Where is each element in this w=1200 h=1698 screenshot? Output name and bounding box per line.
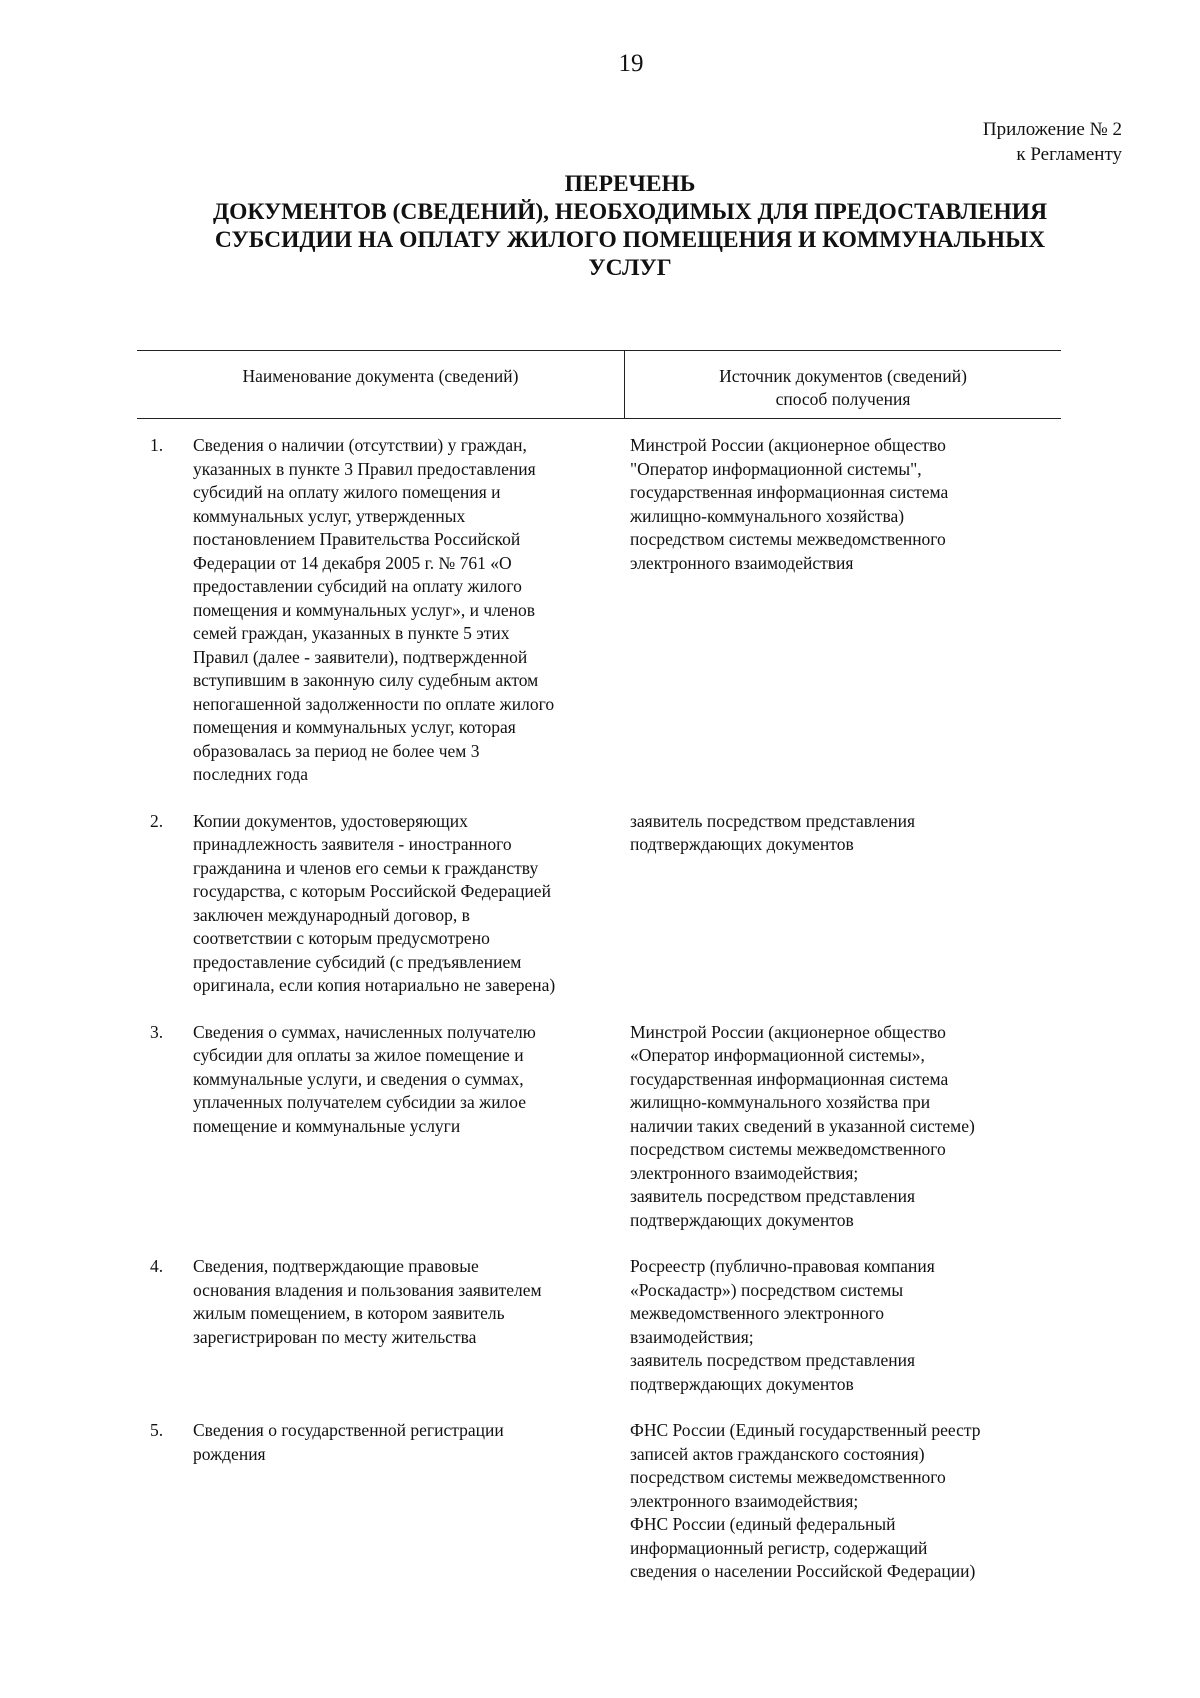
page-number: 19 [618, 50, 644, 77]
row-number: 4. [150, 1256, 164, 1276]
table-top-rule [137, 350, 1061, 351]
header-source-line-2: способ получения [775, 389, 911, 409]
header-document-name: Наименование документа (сведений) [242, 366, 519, 386]
row-number: 1. [150, 435, 164, 455]
row-source: Минстрой России (акционерное общество "Оператор информационной системы", государственная информационная система жилищно-коммунального хозяйства) посредством системы межведомственного электронного взаимодействия [630, 435, 949, 573]
row-document-name: Сведения, подтверждающие правовые основания владения и пользования заявителем жилым помещением, в котором заявитель зарегистрирован по месту жительства [193, 1256, 542, 1347]
header-source-line-1: Источник документов (сведений) [719, 366, 967, 386]
header-source [625, 365, 1061, 411]
row-number: 3. [150, 1021, 164, 1042]
row-source: заявитель посредством представления подтверждающих документов [630, 810, 916, 854]
document-title [140, 170, 1120, 282]
row-source: Росреестр (публично-правовая компания «Роскадастр») посредством системы межведомственного электронного взаимодействия; заявитель посредством представления подтверждающих документов [630, 1256, 935, 1394]
table-row [150, 1021, 1050, 1233]
title-line-1: ПЕРЕЧЕНЬ [564, 171, 696, 197]
row-document-name: Сведения о наличии (отсутствии) у граждан, указанных в пункте 3 Правил предоставления субсидий на оплату жилого помещения и коммунальных услуг, утвержденных постановлением Правительства Российской Федерации от 14 декабря 2005 г. № 761 «О предоставлении субсидий на оплату жилого помещения и коммунальных услуг», и членов семей граждан, указанных в пункте 5 этих Правил (далее - заявители), подтвержденной вступившим в законную силу судебным актом непогашенной задолженности по оплате жилого помещения и коммунальных услуг, которая образовалась за период не более чем 3 последних года [193, 435, 555, 784]
row-document-name: Сведения о государственной регистрации рождения [193, 1420, 504, 1464]
row-source: Минстрой России (акционерное общество «Оператор информационной системы», государственная информационная система жилищно-коммунального хозяйства при наличии таких сведений в указанной системе) посредством системы межведомственного электронного взаимодействия; заявитель посредством представления подтверждающих документов [630, 1021, 975, 1230]
table-header-rule [137, 418, 1061, 419]
table-row [150, 810, 1050, 998]
table-row [150, 434, 1050, 787]
row-document-name: Сведения о суммах, начисленных получателю субсидии для оплаты за жилое помещение и коммунальные услуги, и сведения о суммах, уплаченных получателем субсидии за жилое помещение и коммунальные услуги [193, 1021, 536, 1136]
table-row [150, 1255, 1050, 1396]
table-row [150, 1419, 1050, 1584]
appendix-line-2: к Регламенту [1016, 144, 1122, 165]
table-body [150, 434, 1050, 1607]
appendix-line-1: Приложение № 2 [982, 119, 1122, 140]
title-line-4: УСЛУГ [588, 255, 672, 281]
row-document-name: Копии документов, удостоверяющих принадлежность заявителя - иностранного гражданина и членов его семьи к гражданству государства, с которым Российской Федерацией заключен международный договор, в соответствии с которым предусмотрено предоставление субсидий (с предъявлением оригинала, если копия нотариально не заверена) [193, 810, 556, 995]
title-line-2: ДОКУМЕНТОВ (СВЕДЕНИЙ), НЕОБХОДИМЫХ ДЛЯ ПРЕДОСТАВЛЕНИЯ [212, 199, 1048, 225]
row-number: 2. [150, 810, 164, 831]
appendix-reference [0, 117, 1122, 167]
row-source: ФНС России (Единый государственный реестр записей актов гражданского состояния) посредством системы межведомственного электронного взаимодействия; ФНС России (единый федеральный информационный регистр, содержащий сведения о населении Российской Федерации) [630, 1420, 981, 1581]
title-line-3: СУБСИДИИ НА ОПЛАТУ ЖИЛОГО ПОМЕЩЕНИЯ И КОММУНАЛЬНЫХ [214, 227, 1046, 253]
row-number: 5. [150, 1420, 164, 1440]
